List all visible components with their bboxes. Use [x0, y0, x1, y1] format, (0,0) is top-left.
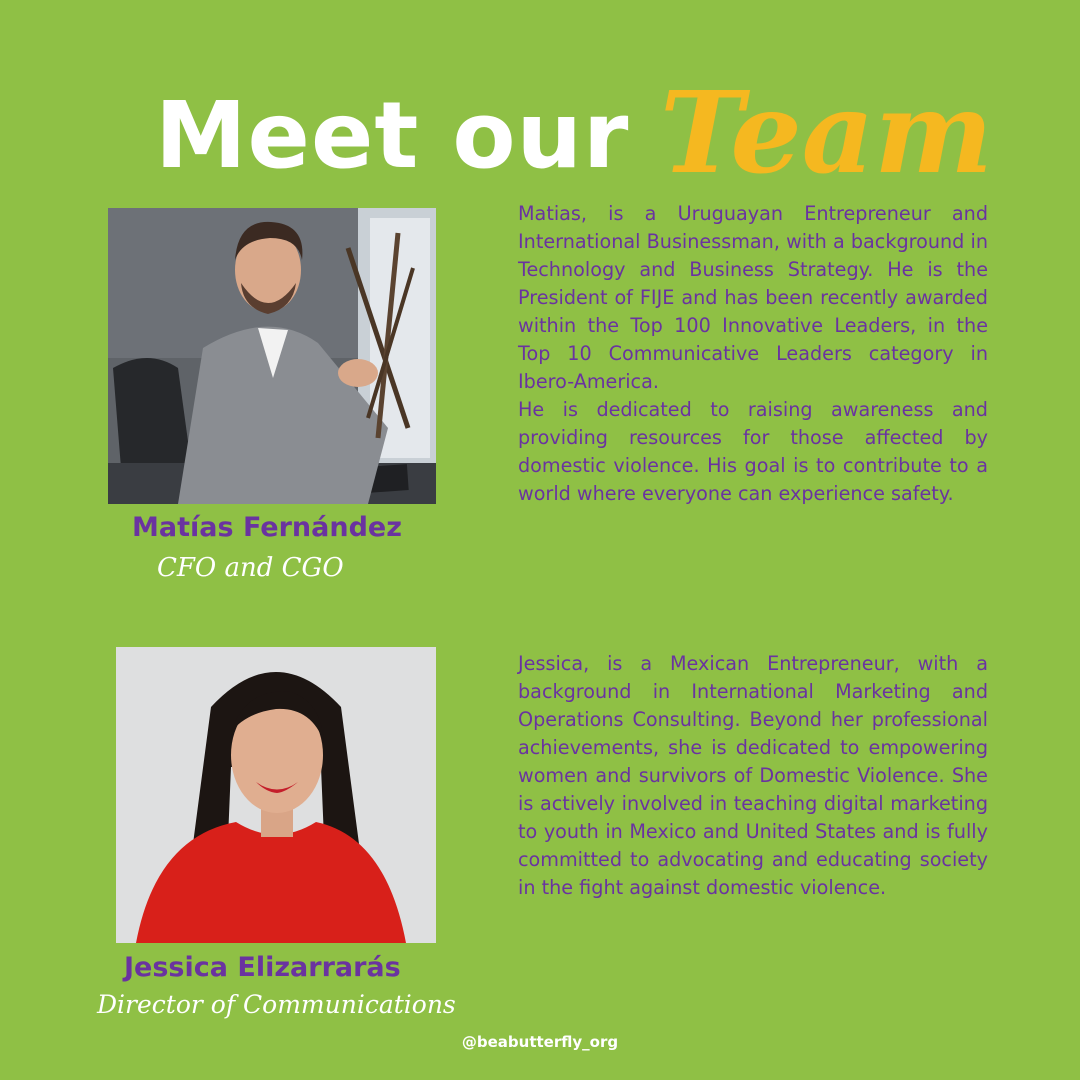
- bio-paragraph: He is dedicated to raising awareness and providing resources for those affected by domestic violence. His goal is to contribute to a world where everyone can experience safety.: [518, 398, 988, 505]
- title-accent-text: Team: [660, 68, 993, 199]
- member-bio: [518, 650, 988, 902]
- member-role: CFO and CGO: [157, 553, 344, 583]
- title-main-text: Meet our: [155, 82, 630, 189]
- social-handle: @beabutterfly_org: [461, 1033, 619, 1051]
- member-photo-matias: [108, 208, 436, 504]
- member-bio: [518, 200, 988, 508]
- member-role: Director of Communications: [97, 990, 456, 1019]
- bio-paragraph: Matias, is a Uruguayan Entrepreneur and International Businessman, with a background in Technology and Business Strategy. He is the President of FIJE and has been recently awarded within the Top 100 Innovative Leaders, in the Top 10 Communicative Leaders category in Ibero-America.: [518, 202, 988, 393]
- bio-paragraph: Jessica, is a Mexican Entrepreneur, with a background in International Marketing and Operations Consulting. Beyond her professional achievements, she is dedicated to empowering women and survivors of Domestic Violence. She is actively involved in teaching digital marketing to youth in Mexico and United States and is fully committed to advocating and educating society in the fight against domestic violence.: [518, 652, 988, 899]
- member-name: Matías Fernández: [132, 512, 402, 543]
- page-title: [0, 60, 1080, 199]
- member-photo-jessica: [116, 647, 436, 943]
- member-name: Jessica Elizarrarás: [124, 952, 401, 983]
